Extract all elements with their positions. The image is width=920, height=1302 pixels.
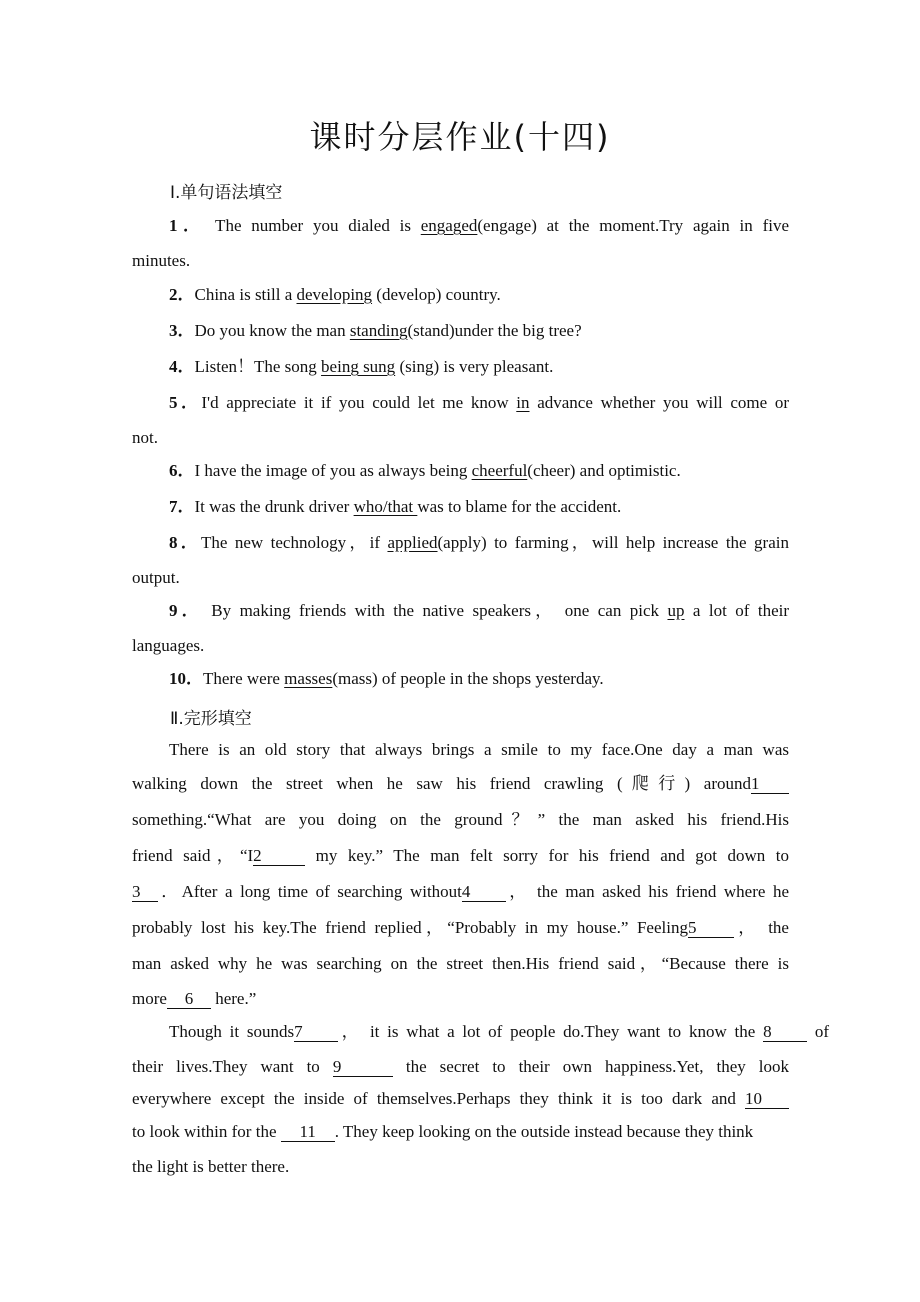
passage-line: more 6 here.” [132,989,257,1008]
question-item: 6．I have the image of you as always being cheerful(cheer) and optimistic. [169,461,681,480]
passage-line: man asked why he was searching on the street then.His friend said，“Because there is [132,954,789,973]
blank-4: 4 [462,883,506,902]
answer: up [667,601,685,620]
answer: cheerful [471,461,528,480]
question-item: 2．China is still a developing (develop) country. [169,285,501,304]
section-heading-cloze: Ⅱ.完形填空 [170,709,252,729]
question-item: 1． The number you dialed is engaged(engage) at the moment.Try again in five [169,216,789,235]
passage-line: walking down the street when he saw his friend crawling (爬行) around1 [132,773,789,795]
question-item: 7．It was the drunk driver who/that was to blame for the accident. [169,497,622,516]
answer: applied [387,533,438,552]
passage-line: Though it sounds7 ， it is what a lot of people do.They want to know the 8 of [169,1022,829,1041]
blank-8: 8 [763,1023,807,1042]
blank-10: 10 [745,1090,789,1109]
question-item: 10．There were masses(mass) of people in the shops yesterday. [169,669,604,688]
passage-line: something.“What are you doing on the ground？” the man asked his friend.His [132,810,789,829]
answer: masses [284,669,333,688]
passage-line: their lives.They want to 9 the secret to their own happiness.Yet, they look [132,1057,789,1076]
question-continuation: not. [132,428,158,447]
passage-line: friend said，“I2 my key.” The man felt sorry for his friend and got down to [132,846,789,865]
passage-line: 3 ．After a long time of searching without4 ， the man asked his friend where he [132,882,789,901]
passage-line: everywhere except the inside of themselves.Perhaps they think it is too dark and 10 [132,1088,789,1110]
blank-6: 6 [167,990,211,1009]
blank-3: 3 [132,883,158,902]
blank-5: 5 [688,919,734,938]
question-item: 8．The new technology，if applied(apply) to farming，will help increase the grain [169,533,789,552]
question-item: 5．I'd appreciate it if you could let me know in advance whether you will come or [169,393,790,412]
answer: in [516,393,530,412]
question-item: 9． By making friends with the native speakers， one can pick up a lot of their [169,601,790,620]
blank-11: 11 [281,1123,335,1142]
section-heading-grammar: Ⅰ.单句语法填空 [170,183,283,203]
passage-line: to look within for the 11 . They keep looking on the outside instead because they think [132,1122,754,1141]
answer: engaged [420,216,478,235]
blank-2: 2 [253,847,305,866]
question-continuation: languages. [132,636,205,655]
page-title: 课时分层作业(十四) [309,118,611,156]
question-continuation: minutes. [132,251,191,270]
question-item: 4．Listen！The song being sung (sing) is very pleasant. [169,357,554,376]
passage-line: There is an old story that always brings a smile to my face.One day a man was [169,740,789,759]
passage-line: probably lost his key.The friend replied，“Probably in my house.” Feeling5 ， the [132,918,789,937]
passage-line: the light is better there. [132,1157,290,1176]
answer: who/that [353,497,418,516]
answer: standing [349,321,408,340]
question-item: 3．Do you know the man standing(stand)under the big tree? [169,321,582,340]
blank-7: 7 [294,1023,338,1042]
blank-9: 9 [333,1058,393,1077]
blank-1: 1 [751,775,789,794]
question-continuation: output. [132,568,180,587]
answer: being sung [321,357,396,376]
answer: developing [296,285,373,304]
